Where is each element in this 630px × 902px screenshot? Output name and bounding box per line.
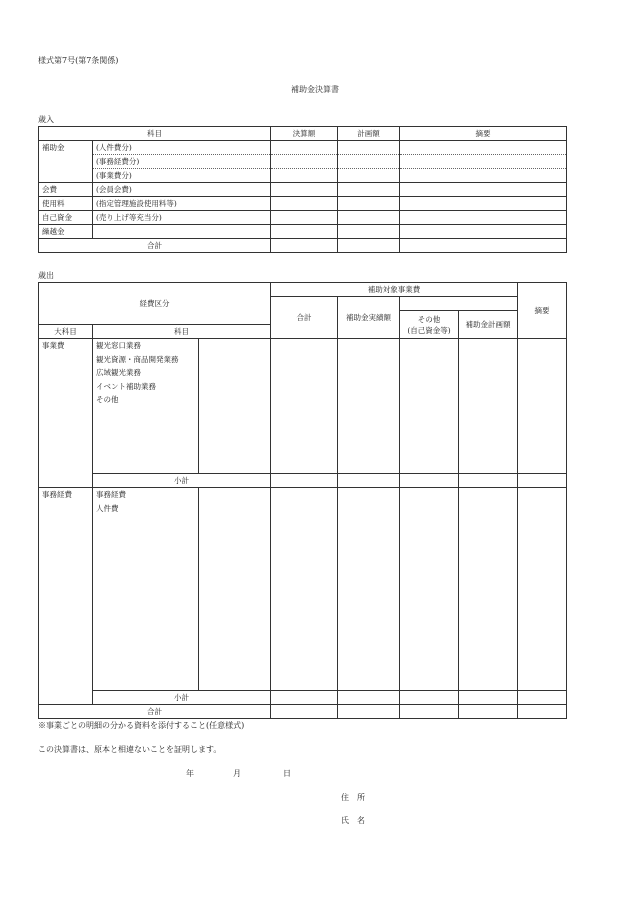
certification-text: この決算書は、原本と相違ないことを証明します。	[38, 745, 222, 754]
income-category	[39, 155, 93, 169]
expense-grand-plan[interactable]	[459, 705, 518, 719]
income-header-remarks: 摘要	[400, 127, 567, 141]
income-total-planned[interactable]	[338, 239, 400, 253]
expense-item-list	[93, 339, 199, 474]
income-settled-cell[interactable]	[271, 169, 338, 183]
expense-subtotal-row	[39, 691, 567, 705]
income-total-row	[39, 239, 567, 253]
expense-subtotal-actual[interactable]	[338, 474, 400, 488]
income-category: 会費	[39, 183, 93, 197]
expense-header-total: 合計	[271, 297, 338, 339]
income-remarks-cell[interactable]	[400, 169, 567, 183]
income-settled-cell[interactable]	[271, 211, 338, 225]
expense-header-actual: 補助金実績額	[338, 297, 400, 339]
income-category: 補助金	[39, 141, 93, 155]
income-detail: (会員会費)	[93, 183, 271, 197]
name-label: 氏 名	[341, 816, 365, 825]
income-detail: (事業費分)	[93, 169, 271, 183]
income-header-subject: 科目	[39, 127, 271, 141]
income-row	[39, 225, 567, 239]
date-day-label: 日	[283, 769, 291, 778]
income-category: 繰越金	[39, 225, 93, 239]
income-remarks-cell[interactable]	[400, 155, 567, 169]
expense-header-remarks: 摘要	[518, 283, 567, 339]
income-remarks-cell[interactable]	[400, 197, 567, 211]
address-label: 住 所	[341, 793, 365, 802]
expense-major-category: 事務経費	[39, 488, 93, 705]
expense-grand-total[interactable]	[271, 705, 338, 719]
expense-subtotal-total[interactable]	[271, 691, 338, 705]
expense-item-note-cell[interactable]	[199, 488, 271, 691]
document-title: 補助金決算書	[291, 85, 339, 94]
income-planned-cell[interactable]	[338, 169, 400, 183]
income-row	[39, 169, 567, 183]
expense-total-row	[39, 705, 567, 719]
income-remarks-cell[interactable]	[400, 183, 567, 197]
expense-grand-other[interactable]	[400, 705, 459, 719]
expense-grand-actual[interactable]	[338, 705, 400, 719]
expense-item: 観光資源・商品開発業務	[96, 354, 179, 364]
expense-item: 事務経費	[96, 490, 126, 499]
income-planned-cell[interactable]	[338, 211, 400, 225]
expense-major-category: 事業費	[39, 339, 93, 488]
expense-item: イベント補助業務	[96, 381, 156, 391]
income-total-settled[interactable]	[271, 239, 338, 253]
expense-subtotal-total[interactable]	[271, 474, 338, 488]
expense-other-cell[interactable]	[400, 488, 459, 691]
expense-header-other: その他 (自己資金等)	[400, 311, 459, 339]
expense-item: その他	[96, 395, 119, 404]
expense-total-cell[interactable]	[271, 488, 338, 691]
income-remarks-cell[interactable]	[400, 141, 567, 155]
income-category: 自己資金	[39, 211, 93, 225]
expense-subtotal-row	[39, 474, 567, 488]
income-total-label: 合計	[39, 239, 271, 253]
expense-header-item: 科目	[93, 325, 271, 339]
income-detail: (人件費分)	[93, 141, 271, 155]
income-header-row	[39, 127, 567, 141]
expense-subtotal-label: 小計	[93, 691, 271, 705]
form-number: 様式第7号(第7条関係)	[38, 56, 119, 65]
income-planned-cell[interactable]	[338, 155, 400, 169]
income-category	[39, 169, 93, 183]
income-settled-cell[interactable]	[271, 225, 338, 239]
expense-subtotal-plan[interactable]	[459, 474, 518, 488]
expense-item: 広域観光業務	[96, 368, 141, 377]
expense-item-list	[93, 488, 199, 691]
expense-remarks-cell[interactable]	[518, 339, 567, 474]
income-header-planned: 計画額	[338, 127, 400, 141]
income-row	[39, 183, 567, 197]
income-row	[39, 141, 567, 155]
expense-subtotal-label: 小計	[93, 474, 271, 488]
income-planned-cell[interactable]	[338, 141, 400, 155]
attachment-note: ※事業ごとの明細の分かる資料を添付すること(任意様式)	[38, 721, 245, 730]
income-total-remarks[interactable]	[400, 239, 567, 253]
expense-total-label: 合計	[39, 705, 271, 719]
expense-subtotal-remarks[interactable]	[518, 474, 567, 488]
income-settled-cell[interactable]	[271, 141, 338, 155]
expense-subtotal-remarks[interactable]	[518, 691, 567, 705]
income-section-label: 歳入	[38, 115, 54, 124]
date-month-label: 月	[233, 769, 241, 778]
income-remarks-cell[interactable]	[400, 211, 567, 225]
income-detail: (事務経費分)	[93, 155, 271, 169]
income-row	[39, 197, 567, 211]
income-table	[38, 126, 567, 253]
income-header-settled: 決算額	[271, 127, 338, 141]
expense-item: 人件費	[96, 503, 119, 513]
expense-actual-cell[interactable]	[338, 488, 400, 691]
income-detail	[93, 225, 271, 239]
expense-other-cell[interactable]	[400, 339, 459, 474]
expense-subtotal-other[interactable]	[400, 691, 459, 705]
income-row	[39, 155, 567, 169]
expense-actual-cell[interactable]	[338, 339, 400, 474]
income-planned-cell[interactable]	[338, 183, 400, 197]
income-settled-cell[interactable]	[271, 183, 338, 197]
expense-plan-cell[interactable]	[459, 488, 518, 691]
income-row	[39, 211, 567, 225]
expense-subtotal-other[interactable]	[400, 474, 459, 488]
expense-header-row	[39, 283, 567, 297]
expense-grand-remarks[interactable]	[518, 705, 567, 719]
expense-header-plan: 補助金計画額	[459, 311, 518, 339]
expense-plan-cell[interactable]	[459, 339, 518, 474]
income-remarks-cell[interactable]	[400, 225, 567, 239]
income-settled-cell[interactable]	[271, 197, 338, 211]
expense-total-cell[interactable]	[271, 339, 338, 474]
expense-subtotal-actual[interactable]	[338, 691, 400, 705]
income-settled-cell[interactable]	[271, 155, 338, 169]
expense-group-row	[39, 488, 567, 691]
income-planned-cell[interactable]	[338, 197, 400, 211]
expense-section-label: 歳出	[38, 271, 54, 280]
expense-group-row	[39, 339, 567, 474]
expense-header-major: 大科目	[39, 325, 93, 339]
expense-item: 観光窓口業務	[96, 341, 141, 350]
expense-item-note-cell[interactable]	[199, 339, 271, 474]
income-planned-cell[interactable]	[338, 225, 400, 239]
income-detail: (売り上げ等充当分)	[93, 211, 271, 225]
expense-header-category: 経費区分	[39, 283, 271, 325]
income-detail: (指定管理施設使用料等)	[93, 197, 271, 211]
income-category: 使用料	[39, 197, 93, 211]
expense-subtotal-plan[interactable]	[459, 691, 518, 705]
expense-header-target: 補助対象事業費	[271, 283, 518, 297]
expense-table	[38, 282, 567, 719]
date-year-label: 年	[186, 769, 194, 778]
expense-remarks-cell[interactable]	[518, 488, 567, 691]
